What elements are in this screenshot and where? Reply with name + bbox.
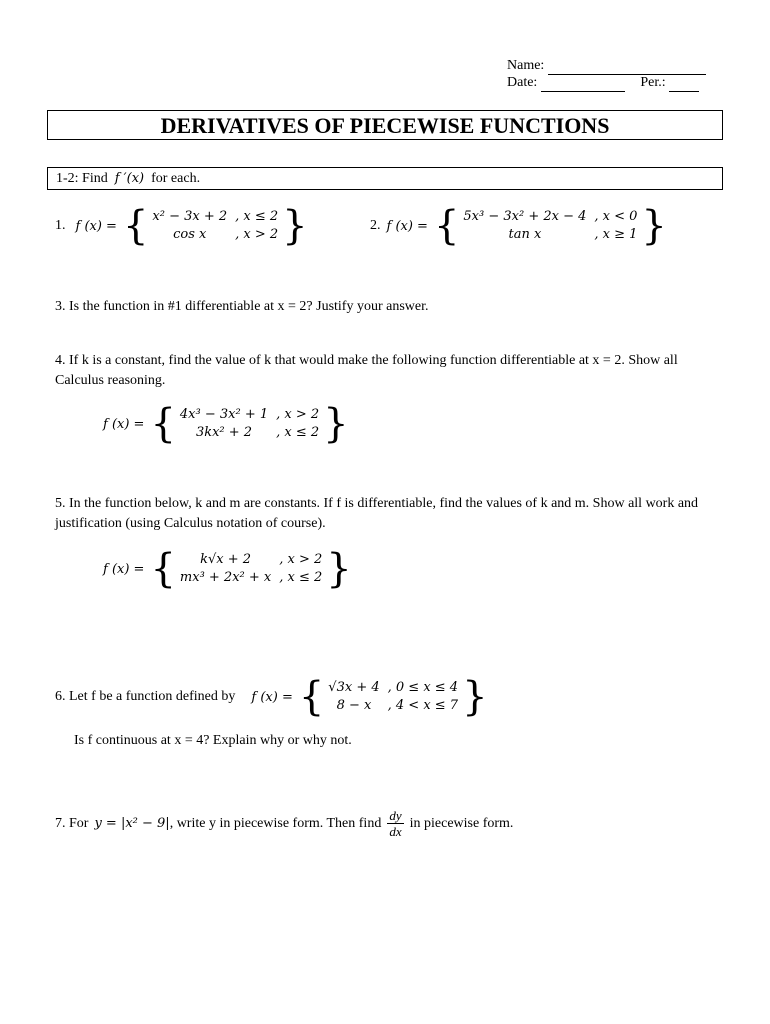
case-cond: , x > 2 <box>235 227 279 242</box>
period-label: Per.: <box>640 75 666 90</box>
case-expr: √3x + 4 <box>328 680 380 695</box>
case-expr: 3kx² + 2 <box>195 425 253 440</box>
problem-4-cases <box>176 406 323 442</box>
name-row <box>507 58 706 75</box>
case-expr: 4x³ − 3x² + 1 <box>179 407 269 422</box>
right-brace-icon: } <box>462 674 488 720</box>
case-cond: , x ≤ 2 <box>235 209 279 224</box>
problem-5-cases <box>176 551 326 587</box>
case-expr: x² − 3x + 2 <box>152 209 228 224</box>
problem-1 <box>55 203 308 249</box>
dy-dx-fraction <box>387 808 403 839</box>
problem-5-text: 5. In the function below, k and m are constants. If f is differentiable, find the values of k and m. Show all work and justification (using Calculus notation of course). <box>55 496 699 531</box>
section-suffix: for each. <box>151 171 201 186</box>
f-prime: f ′(x) <box>114 171 145 186</box>
case-cond: , 0 ≤ x ≤ 4 <box>387 680 459 695</box>
problem-6 <box>55 674 488 720</box>
case-cond: , x > 2 <box>276 407 320 422</box>
problem-7 <box>55 808 513 839</box>
problem-6-question: Is f continuous at x = 4? Explain why or why not. <box>74 733 352 748</box>
date-field[interactable] <box>541 75 625 92</box>
problem-2-lhs: f (x) = <box>386 218 428 234</box>
case-cond: , x < 0 <box>594 209 638 224</box>
problem-2 <box>370 203 667 249</box>
problem-6-lhs: f (x) = <box>251 689 293 705</box>
case-cond: , 4 < x ≤ 7 <box>387 698 459 713</box>
problem-2-number: 2. <box>370 218 381 233</box>
problem-7-suffix: in piecewise form. <box>409 815 514 831</box>
left-brace-icon: { <box>122 203 149 249</box>
problem-7-prefix: 7. For <box>55 815 89 831</box>
left-brace-icon: { <box>433 203 460 249</box>
problem-2-cases <box>459 208 641 244</box>
left-brace-icon: { <box>150 546 176 592</box>
left-brace-icon: { <box>150 401 176 447</box>
problem-7-mid: , write y in piecewise form. Then find <box>169 815 382 831</box>
period-field[interactable] <box>669 75 699 92</box>
date-row <box>507 75 699 92</box>
case-cond: , x ≤ 2 <box>279 570 323 585</box>
right-brace-icon: } <box>282 203 308 249</box>
problem-5-function <box>103 546 352 592</box>
name-field[interactable] <box>548 58 706 75</box>
problem-1-cases <box>148 208 282 244</box>
right-brace-icon: } <box>641 203 667 249</box>
case-expr: 8 − x <box>336 698 372 713</box>
section-label: 1-2: Find <box>56 171 108 186</box>
right-brace-icon: } <box>323 401 349 447</box>
section-header <box>47 167 723 190</box>
problem-4-function <box>103 401 349 447</box>
case-cond: , x ≤ 2 <box>276 425 320 440</box>
case-expr: 5x³ − 3x² + 2x − 4 <box>463 209 587 224</box>
case-cond: , x > 2 <box>279 552 323 567</box>
problem-6-cases <box>324 679 462 715</box>
problem-3: 3. Is the function in #1 differentiable at x = 2? Justify your answer. <box>55 299 429 314</box>
case-expr: cos x <box>173 227 207 242</box>
fraction-denominator: dx <box>389 824 402 839</box>
right-brace-icon: } <box>326 546 352 592</box>
case-cond: , x ≥ 1 <box>594 227 638 242</box>
fraction-numerator: dy <box>389 808 402 823</box>
problem-4-lhs: f (x) = <box>103 416 145 432</box>
case-expr: mx³ + 2x² + x <box>179 570 272 585</box>
problem-6-text: 6. Let f be a function defined by <box>55 689 236 704</box>
problem-1-lhs: f (x) = <box>75 218 117 234</box>
left-brace-icon: { <box>298 674 325 720</box>
problem-4-text: 4. If k is a constant, find the value of k that would make the following function differentiable at x = 2. Show all Calculus reasoning. <box>55 353 678 388</box>
case-expr: tan x <box>508 227 542 242</box>
name-label: Name: <box>507 58 545 73</box>
page-title: DERIVATIVES OF PIECEWISE FUNCTIONS <box>47 110 723 140</box>
problem-1-number: 1. <box>55 218 66 233</box>
problem-5-lhs: f (x) = <box>103 561 145 577</box>
problem-7-equation: y = |x² − 9| <box>94 816 170 831</box>
date-label: Date: <box>507 75 538 90</box>
case-expr: k√x + 2 <box>200 552 252 567</box>
